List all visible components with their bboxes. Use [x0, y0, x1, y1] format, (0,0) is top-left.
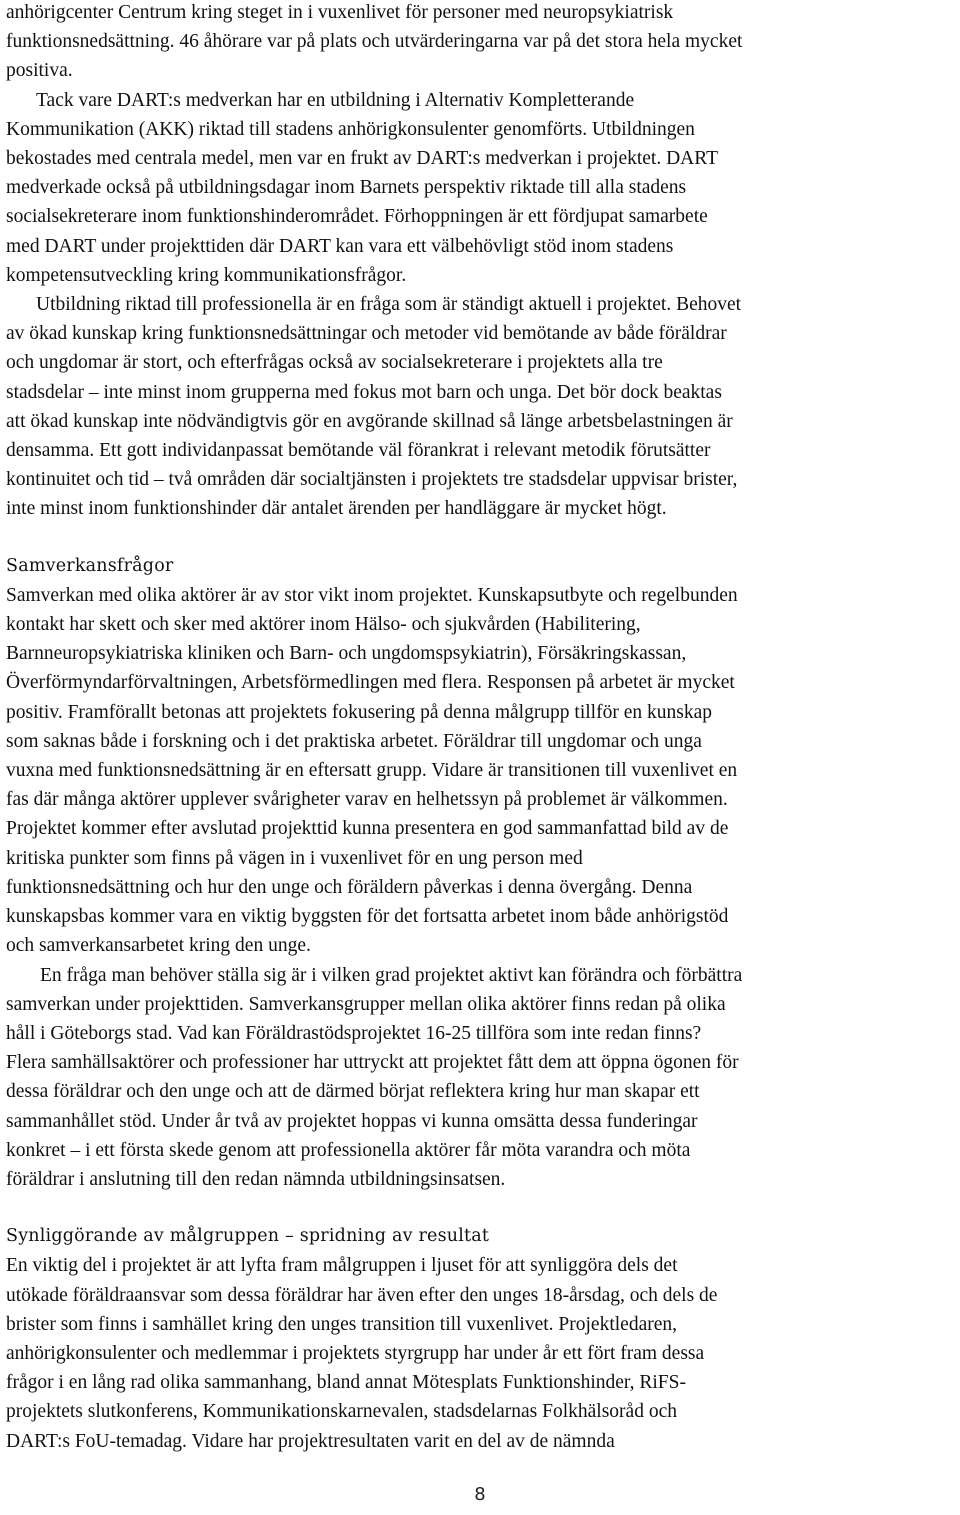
- text-line: funktionsnedsättning. 46 åhörare var på plats och utvärderingarna var på det stora hela mycket: [6, 31, 743, 53]
- section-heading: Synliggörande av målgruppen – spridning av resultat: [6, 1226, 490, 1247]
- text-line: socialsekreterare inom funktionshinderområdet. Förhoppningen är ett fördjupat samarbete: [6, 206, 708, 228]
- text-line: att ökad kunskap inte nödvändigtvis gör en avgörande skillnad så länge arbetsbelastningen är: [6, 410, 733, 432]
- text-line: inte minst inom funktionshinder där antalet ärenden per handläggare är mycket högt.: [6, 498, 667, 520]
- text-line: projektets slutkonferens, Kommunikationskarnevalen, stadsdelarnas Folkhälsoråd och: [6, 1401, 677, 1423]
- section-heading: Samverkansfrågor: [6, 555, 174, 576]
- text-line: frågor i en lång rad olika sammanhang, bland annat Mötesplats Funktionshinder, RiFS-: [6, 1372, 686, 1394]
- text-line: medverkade också på utbildningsdagar inom Barnets perspektiv riktade till alla stadens: [6, 177, 687, 199]
- text-line: kunskapsbas kommer vara en viktig byggsten för det fortsatta arbetet inom både anhörigstöd: [6, 906, 729, 928]
- text-line: Utbildning riktad till professionella är en fråga som är ständigt aktuell i projektet. Behovet: [36, 294, 742, 316]
- text-line: anhörigcenter Centrum kring steget in i vuxenlivet för personer med neuropsykiatrisk: [6, 2, 674, 23]
- text-line: stadsdelar – inte minst inom grupperna med fokus mot barn och unga. Det bör dock beaktas: [6, 381, 722, 403]
- text-line: Överförmyndarförvaltningen, Arbetsförmedlingen med flera. Responsen på arbetet är mycket: [6, 672, 735, 694]
- text-line: bekostades med centrala medel, men var en frukt av DART:s medverkan i projektet. DART: [6, 148, 718, 170]
- text-line: funktionsnedsättning och hur den unge och föräldern påverkas i denna övergång. Denna: [6, 876, 693, 898]
- paragraph-intro: [6, 0, 956, 86]
- text-line: anhörigkonsulenter och medlemmar i projektets styrgrupp har under år ett fört fram dessa: [6, 1342, 705, 1364]
- text-line: En viktig del i projektet är att lyfta fram målgruppen i ljuset för att synliggöra dels det: [6, 1255, 678, 1277]
- text-line: kritiska punkter som finns på vägen in i vuxenlivet för en ung person med: [6, 847, 583, 869]
- text-line: brister som finns i samhället kring den unges transition till vuxenlivet. Projektledaren,: [6, 1313, 677, 1335]
- text-line: En fråga man behöver ställa sig är i vilken grad projektet aktivt kan förändra och förbättra: [40, 964, 743, 986]
- text-line: utökade föräldraansvar som dessa föräldrar har även efter den unges 18-årsdag, och dels de: [6, 1284, 718, 1306]
- text-line: fas där många aktörer upplever svårigheter varav en helhetssyn på problemet är välkommen.: [6, 789, 728, 811]
- text-line: med DART under projekttiden där DART kan vara ett välbehövligt stöd inom stadens: [6, 235, 674, 257]
- text-line: Flera samhällsaktörer och professioner har uttryckt att projektet fått dem att öppna ögonen för: [6, 1052, 739, 1074]
- text-line: och ungdomar är stort, och efterfrågas också av socialsekreterare i projektets alla tre: [6, 352, 663, 374]
- text-line: kompetensutveckling kring kommunikationsfrågor.: [6, 264, 407, 286]
- text-line: Kommunikation (AKK) riktad till stadens anhörigkonsulenter genomförts. Utbildningen: [6, 118, 695, 140]
- paragraph-utbildning: [6, 290, 956, 524]
- text-line: positiv. Framförallt betonas att projektets fokusering på denna målgrupp tillför en kunskap: [6, 701, 712, 723]
- text-line: samverkan under projekttiden. Samverkansgrupper mellan olika aktörer finns redan på olika: [6, 993, 726, 1015]
- paragraph-dart: [6, 86, 956, 290]
- text-line: föräldrar i anslutning till den redan nämnda utbildningsinsatsen.: [6, 1168, 506, 1190]
- text-line: konkret – i ett första skede genom att professionella aktörer får möta varandra och möta: [6, 1139, 691, 1161]
- text-line: som saknas både i forskning och i det praktiska arbetet. Föräldrar till ungdomar och unga: [6, 730, 702, 752]
- paragraph-samverkan: [6, 581, 956, 961]
- text-line: kontinuitet och tid – två områden där socialtjänsten i projektets tre stadsdelar uppvisar brister,: [6, 469, 738, 491]
- text-line: kontakt har skett och sker med aktörer inom Hälso- och sjukvården (Habilitering,: [6, 614, 641, 636]
- section-spacer: [6, 524, 956, 552]
- text-line: Samverkan med olika aktörer är av stor vikt inom projektet. Kunskapsutbyte och regelbunden: [6, 584, 738, 606]
- text-line: och samverkansarbetet kring den unge.: [6, 935, 311, 957]
- text-line: vuxna med funktionsnedsättning är en eftersatt grupp. Vidare är transitionen till vuxenlivet en: [6, 760, 738, 782]
- section-samverkan: [6, 552, 956, 1194]
- text-line: dessa föräldrar och den unge och att de därmed börjat reflektera kring hur man skapar ett: [6, 1081, 700, 1103]
- text-line: positiva.: [6, 60, 73, 82]
- text-line: Barnneuropsykiatriska kliniken och Barn- och ungdomspsykiatrin), Försäkringskassan,: [6, 643, 687, 665]
- text-line: Tack vare DART:s medverkan har en utbildning i Alternativ Kompletterande: [36, 89, 635, 111]
- section-spacer: [6, 1194, 956, 1222]
- text-line: DART:s FoU-temadag. Vidare har projektresultaten varit en del av de nämnda: [6, 1430, 615, 1452]
- paragraph-samverkan-fraga: [6, 961, 956, 1195]
- text-line: sammanhållet stöd. Under år två av projektet hoppas vi kunna omsätta dessa funderingar: [6, 1110, 698, 1132]
- paragraph-synliggorande: [6, 1251, 956, 1455]
- section-synliggorande: [6, 1222, 956, 1456]
- document-page: [6, 0, 956, 1456]
- text-line: densamma. Ett gott individanpassat bemötande väl förankrat i relevant metodik förutsätter: [6, 440, 711, 462]
- text-line: håll i Göteborgs stad. Vad kan Föräldrastödsprojektet 16-25 tillföra som inte redan finns?: [6, 1022, 702, 1044]
- text-line: Projektet kommer efter avslutad projekttid kunna presentera en god sammanfattad bild av de: [6, 818, 729, 840]
- text-line: av ökad kunskap kring funktionsnedsättningar och metoder vid bemötande av både föräldrar: [6, 323, 727, 345]
- page-number: 8: [474, 1484, 486, 1505]
